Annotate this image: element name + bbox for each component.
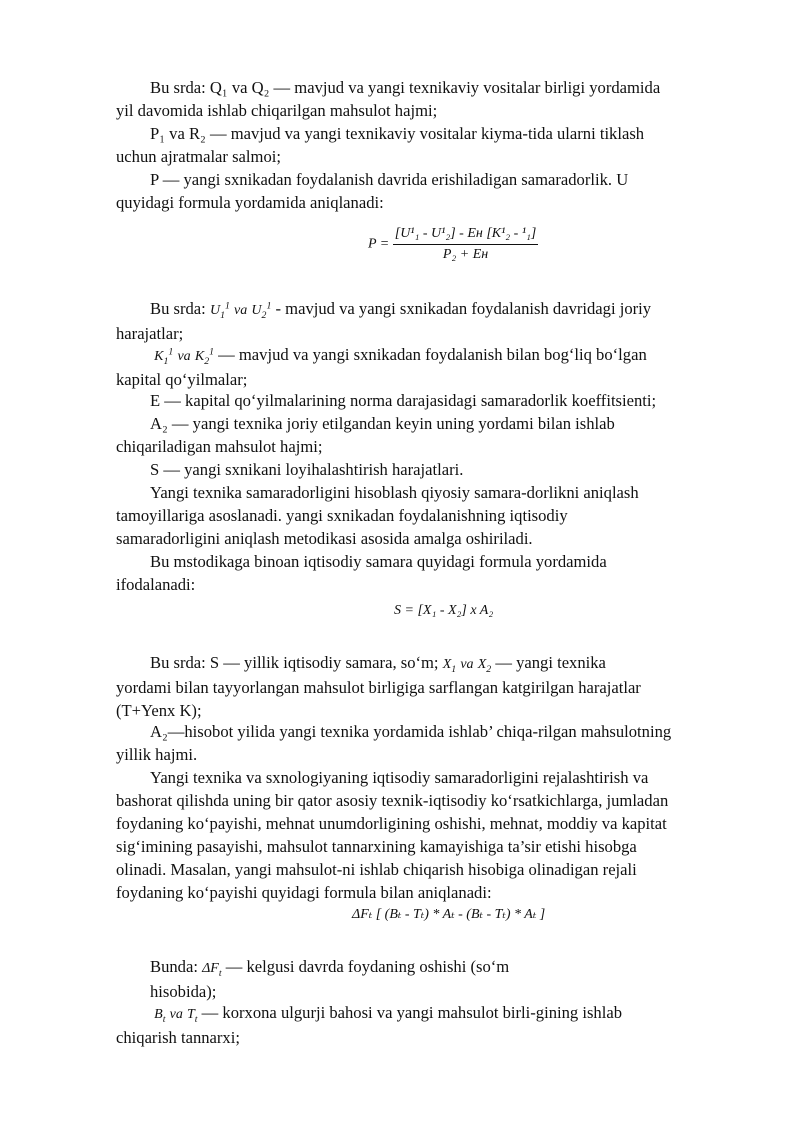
text-line: hisobida); bbox=[150, 982, 217, 1001]
text-line: yil davomida ishlab chiqarilgan mahsulot hajmi; bbox=[116, 101, 438, 120]
paragraph-price-cost bbox=[116, 1001, 736, 1049]
formula-lhs: P = bbox=[368, 236, 390, 252]
text-fragment: — yangi texnika bbox=[495, 653, 606, 672]
paragraph-a2-report bbox=[116, 720, 736, 766]
text-line: A₂ — yangi texnika joriy etilgandan keyin uning yordami bilan ishlab bbox=[150, 414, 615, 433]
paragraph-profit-increase bbox=[116, 955, 736, 1003]
text-line: chiqariladigan mahsulot hajmi; bbox=[116, 437, 323, 456]
formula-s: S = [X₁ - X₂] x A₂ bbox=[394, 603, 494, 618]
paragraph-capital bbox=[116, 343, 736, 391]
text-line: P₁ va R₂ — mavjud va yangi texnikaviy vositalar kiyma-tida ularni tiklash bbox=[150, 124, 645, 143]
text-line: E — kapital qo‘yilmalarining norma darajasidagi samaradorlik koeffitsienti; bbox=[150, 391, 657, 410]
paragraph-a2 bbox=[116, 412, 736, 458]
symbol-x1: $X_1$ bbox=[442, 657, 457, 675]
symbol-u2: $U_2^1$ bbox=[251, 300, 272, 321]
formula-numerator: [U¹₁ - U¹₂] - Eн [K¹₂ - ¹₁] bbox=[393, 226, 539, 245]
text-line: yillik hajmi. bbox=[116, 745, 198, 764]
symbol-k1: $K_1^1$ bbox=[154, 346, 174, 367]
paragraph-method bbox=[116, 550, 736, 596]
text-line: bashorat qilishda uning bir qator asosiy texnik-iqtisodiy ko‘rsatkichlarga, jumladan bbox=[116, 791, 669, 810]
text-line: yordami bilan tayyorlangan mahsulot birligiga sarflangan katgirilgan harajatlar bbox=[116, 678, 641, 697]
symbol-va: va bbox=[234, 303, 248, 318]
symbol-x2: $X_2$ bbox=[477, 657, 492, 675]
text-line: chiqarish tannarxi; bbox=[116, 1028, 240, 1047]
symbol-va: va bbox=[460, 657, 474, 672]
text-line: P — yangi sxnikadan foydalanish davrida erishiladigan samaradorlik. U bbox=[150, 170, 629, 189]
text-fragment: — korxona ulgurji bahosi va yangi mahsulot birli-gining ishlab bbox=[201, 1003, 622, 1022]
formula-fraction bbox=[393, 226, 539, 263]
paragraph-planning bbox=[116, 766, 736, 904]
formula-denominator: P₂ + Eн bbox=[442, 247, 489, 262]
text-line: olinadi. Masalan, yangi mahsulot-ni ishlab chiqarish hisobiga olinadigan rejali bbox=[116, 860, 637, 879]
text-line: A₂—hisobot yilida yangi texnika yordamida ishlab’ chiqa-rilgan mahsulotning bbox=[150, 722, 672, 741]
text-fragment: Bu srda: S — yillik iqtisodiy samara, so‘m; bbox=[150, 653, 439, 672]
paragraph-current-costs bbox=[116, 297, 736, 345]
text-fragment: - mavjud va yangi sxnikadan foydalanish davridagi joriy bbox=[275, 299, 652, 318]
text-line: Bu mstodikaga binoan iqtisodiy samara quyidagi formula yordamida bbox=[150, 552, 607, 571]
paragraph-calc bbox=[116, 481, 736, 550]
text-fragment: — mavjud va yangi sxnikadan foydalanish bilan bog‘liq bo‘lgan bbox=[218, 345, 647, 364]
paragraph-annual-effect bbox=[116, 651, 736, 722]
text-line: (T+Yenx K); bbox=[116, 701, 202, 720]
paragraph-q-definition bbox=[116, 76, 736, 122]
text-line: tamoyillariga asoslanadi. yangi sxnikadan foydalanishning iqtisodiy bbox=[116, 506, 568, 525]
paragraph-efficiency bbox=[116, 168, 736, 214]
text-fragment: Bunda: bbox=[150, 957, 198, 976]
symbol-k2: $K_2^1$ bbox=[194, 346, 214, 367]
symbol-b: $B_t$ bbox=[154, 1007, 166, 1025]
formula-p bbox=[368, 226, 538, 263]
paragraph-s bbox=[116, 458, 736, 481]
paragraph-p-definition bbox=[116, 122, 736, 168]
symbol-va: va bbox=[169, 1007, 183, 1022]
text-line: kapital qo‘yilmalar; bbox=[116, 370, 248, 389]
text-line: sig‘imining pasayishi, mahsulot tannarxining kamayishiga ta’sir etishi hisobga bbox=[116, 837, 637, 856]
formula-delta-f: ΔFₜ [ (Bₜ - Tₜ) * Aₜ - (Bₜ - Tₜ) * Aₜ ] bbox=[352, 907, 546, 922]
symbol-t: $T_t$ bbox=[186, 1007, 198, 1025]
text-line: Yangi texnika va sxnologiyaning iqtisodiy samaradorligini rejalashtirish va bbox=[150, 768, 649, 787]
text-line: samaradorligini aniqlash metodikasi asosida amalga oshiriladi. bbox=[116, 529, 533, 548]
symbol-u1: $U_1^1$ bbox=[209, 300, 230, 321]
paragraph-e bbox=[116, 389, 736, 412]
text-fragment: — kelgusi davrda foydaning oshishi (so‘m bbox=[225, 957, 510, 976]
text-line: Yangi texnika samaradorligini hisoblash qiyosiy samara-dorlikni aniqlash bbox=[150, 483, 639, 502]
text-fragment: Bu srda: bbox=[150, 299, 206, 318]
symbol-va: va bbox=[177, 349, 191, 364]
text-line: Bu srda: Q₁ va Q₂ — mavjud va yangi texnikaviy vositalar birligi yordamida bbox=[150, 78, 661, 97]
text-line: uchun ajratmalar salmoi; bbox=[116, 147, 281, 166]
text-line: S — yangi sxnikani loyihalashtirish harajatlari. bbox=[150, 460, 464, 479]
text-line: quyidagi formula yordamida aniqlanadi: bbox=[116, 193, 384, 212]
text-line: ifodalanadi: bbox=[116, 575, 196, 594]
text-line: foydaning ko‘payishi quyidagi formula bilan aniqlanadi: bbox=[116, 883, 492, 902]
text-line: harajatlar; bbox=[116, 324, 184, 343]
symbol-delta-f: $\Delta F_t$ bbox=[202, 961, 222, 979]
text-line: foydaning ko‘payishi, mehnat unumdorligining oshishi, mehnat, moddiy va kapitat bbox=[116, 814, 667, 833]
